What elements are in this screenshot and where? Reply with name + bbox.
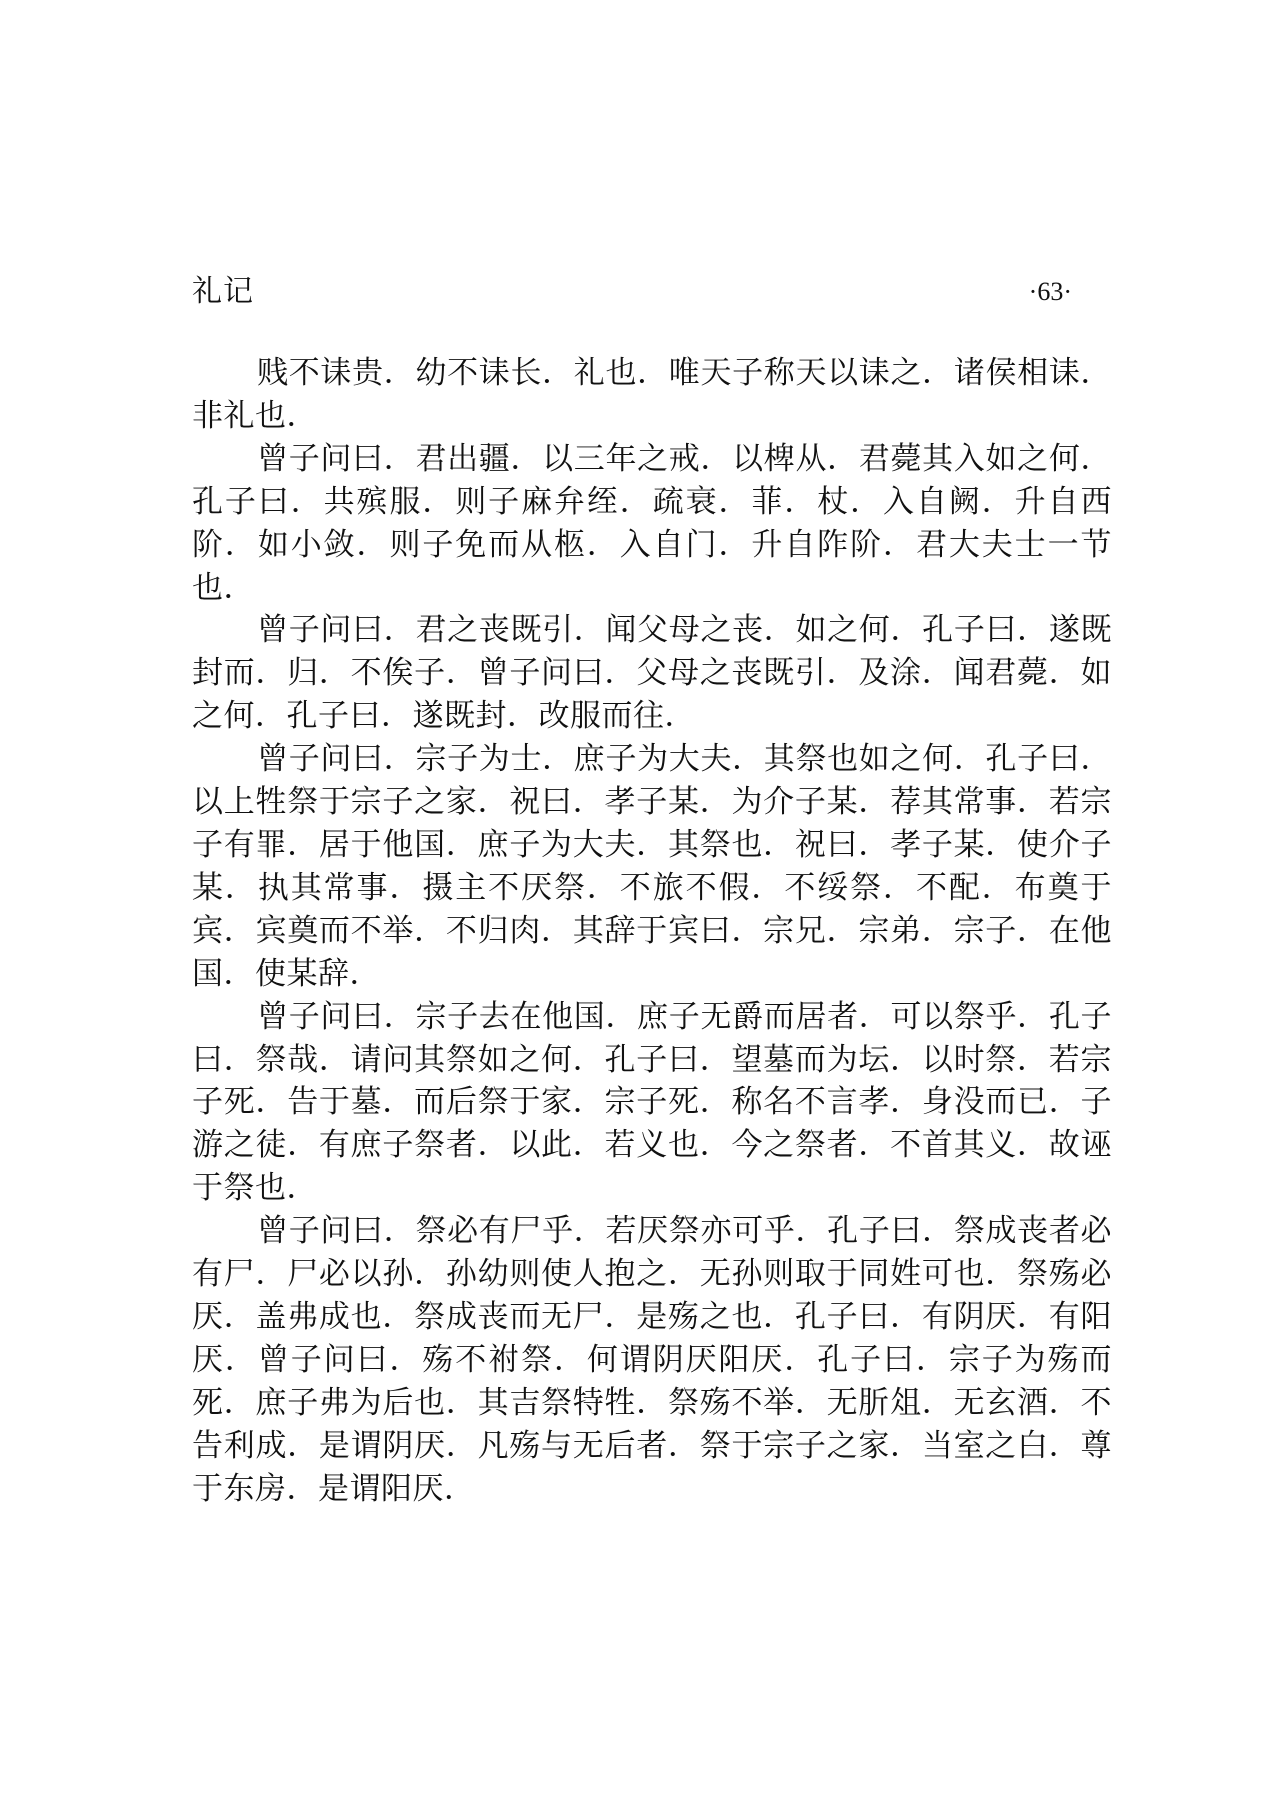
- paragraph: 曾子问曰．君出疆．以三年之戒．以椑从．君薨其入如之何．孔子曰．共殡服．则子麻弁绖．疏衰．菲．杖．入自阙．升自西阶．如小敛．则子免而从柩．入自门．升自阼阶．君大夫士一节也．: [192, 440, 1112, 606]
- paragraph: 贱不诔贵．幼不诔长．礼也．唯天子称天以诔之．诸侯相诔．非礼也．: [192, 355, 1112, 434]
- paragraph: 曾子问曰．宗子为士．庶子为大夫．其祭也如之何．孔子曰．以上牲祭于宗子之家．祝曰．孝子某．为介子某．荐其常事．若宗子有罪．居于他国．庶子为大夫．其祭也．祝曰．孝子某．使介子某．执其常事．摄主不厌祭．不旅不假．不绥祭．不配．布奠于宾．宾奠而不举．不归肉．其辞于宾曰．宗兄．宗弟．宗子．在他国．使某辞．: [192, 741, 1112, 992]
- page-number: ·63·: [1028, 277, 1072, 306]
- page-header: [192, 270, 1072, 314]
- book-title: 礼记: [192, 274, 254, 309]
- paragraph: 曾子问曰．祭必有尸乎．若厌祭亦可乎．孔子曰．祭成丧者必有尸．尸必以孙．孙幼则使人抱之．无孙则取于同姓可也．祭殇必厌．盖弗成也．祭成丧而无尸．是殇之也．孔子曰．有阴厌．有阳厌．曾子问曰．殇不祔祭．何谓阴厌阳厌．孔子曰．宗子为殇而死．庶子弗为后也．其吉祭特牲．祭殇不举．无肵俎．无玄酒．不告利成．是谓阴厌．凡殇与无后者．祭于宗子之家．当室之白．尊于东房．是谓阳厌．: [192, 1213, 1112, 1507]
- body-text: [192, 352, 1112, 1510]
- paragraph: 曾子问曰．君之丧既引．闻父母之丧．如之何．孔子曰．遂既封而．归．不俟子．曾子问曰．父母之丧既引．及涂．闻君薨．如之何．孔子曰．遂既封．改服而往．: [192, 612, 1112, 735]
- paragraph: 曾子问曰．宗子去在他国．庶子无爵而居者．可以祭乎．孔子曰．祭哉．请问其祭如之何．孔子曰．望墓而为坛．以时祭．若宗子死．告于墓．而后祭于家．宗子死．称名不言孝．身没而已．子游之徒．有庶子祭者．以此．若义也．今之祭者．不首其义．故诬于祭也．: [192, 998, 1112, 1207]
